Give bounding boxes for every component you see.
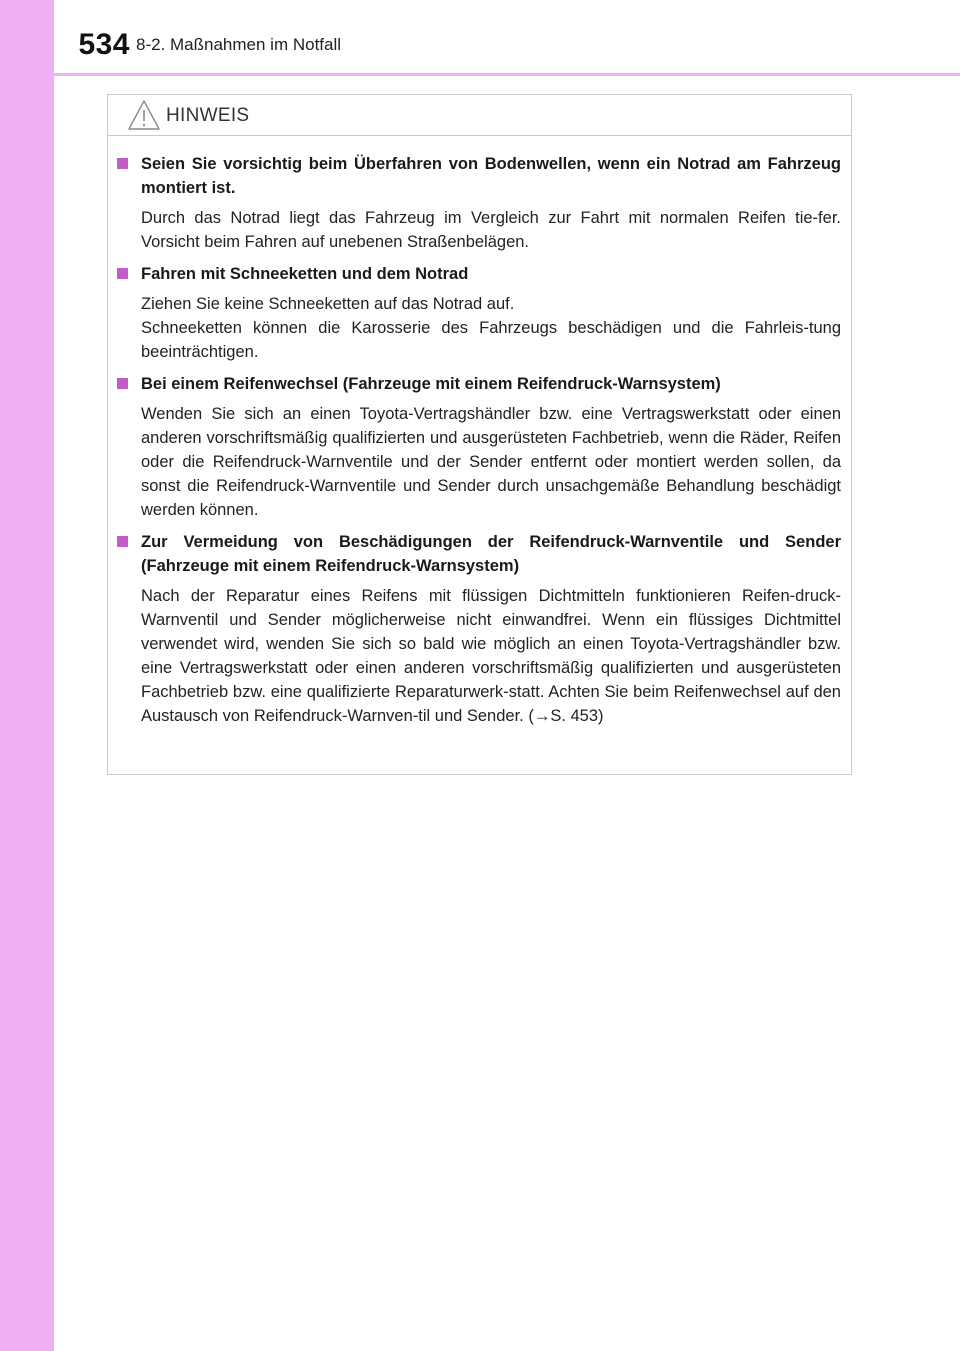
square-bullet-icon <box>117 268 128 279</box>
section-title: 8-2. Maßnahmen im Notfall <box>136 35 342 54</box>
paragraph: Wenden Sie sich an einen Toyota-Vertragshändler bzw. eine Vertragswerkstatt oder einen anderen vorschriftsmäßig qualifizierten und ausgerüsteten Fachbetrieb, wenn die Räder, Reifen oder die Reifendruck-Warnventile und der Sender entfernt oder montiert werden sollen, da sonst die Reifendruck-Warnventile und Sender durch unsachgemäße Behandlung beschädigt werden können. <box>141 405 841 519</box>
section-heading <box>117 530 841 578</box>
notice-section <box>117 262 841 364</box>
notice-section <box>117 530 841 728</box>
section-text <box>117 402 841 522</box>
section-text <box>117 584 841 728</box>
paragraph: Durch das Notrad liegt das Fahrzeug im Vergleich zur Fahrt mit normalen Reifen tie-fer. Vorsicht beim Fahren auf unebenen Straßenbelägen. <box>141 209 841 251</box>
section-text <box>117 292 841 364</box>
section-heading-text: Seien Sie vorsichtig beim Überfahren von Bodenwellen, wenn ein Notrad am Fahrzeug montiert ist. <box>141 155 841 197</box>
page-number: 534 <box>78 28 130 61</box>
section-heading <box>117 152 841 200</box>
section-heading-text: Zur Vermeidung von Beschädigungen der Reifendruck-Warnventile und Sender (Fahrzeuge mit einem Reifendruck-Warnsystem) <box>141 533 841 575</box>
section-heading <box>117 262 841 286</box>
paragraph: Nach der Reparatur eines Reifens mit flüssigen Dichtmitteln funktionieren Reifen-druck-Warnventil und Sender möglicherweise nicht einwandfrei. Wenn ein flüssiges Dichtmittel verwendet wird, wenden Sie sich so bald wie möglich an einen Toyota-Vertragshändler bzw. eine Vertragswerkstatt oder einen anderen vorschriftsmäßig qualifizierten und ausgerüsteten Fachbetrieb bzw. eine qualifizierte Reparaturwerk-statt. Achten Sie beim Reifenwechsel auf den Austausch von Reifendruck-Warnven-til und Sender. (→S. 453) <box>141 587 841 725</box>
paragraph: Schneeketten können die Karosserie des Fahrzeugs beschädigen und die Fahrleis-tung beeinträchtigen. <box>141 319 841 361</box>
square-bullet-icon <box>117 536 128 547</box>
square-bullet-icon <box>117 378 128 389</box>
notice-body <box>108 136 851 728</box>
notice-header <box>108 95 851 136</box>
notice-section <box>117 152 841 254</box>
square-bullet-icon <box>117 158 128 169</box>
notice-box <box>107 94 852 775</box>
warning-triangle-icon <box>127 99 161 131</box>
section-heading <box>117 372 841 396</box>
notice-section <box>117 372 841 522</box>
section-text <box>117 206 841 254</box>
section-heading-text: Fahren mit Schneeketten und dem Notrad <box>141 265 469 283</box>
side-color-strip <box>0 0 54 1351</box>
paragraph: Ziehen Sie keine Schneeketten auf das Notrad auf. <box>141 295 515 313</box>
notice-title: HINWEIS <box>166 105 250 126</box>
section-heading-text: Bei einem Reifenwechsel (Fahrzeuge mit einem Reifendruck-Warnsystem) <box>141 375 721 393</box>
